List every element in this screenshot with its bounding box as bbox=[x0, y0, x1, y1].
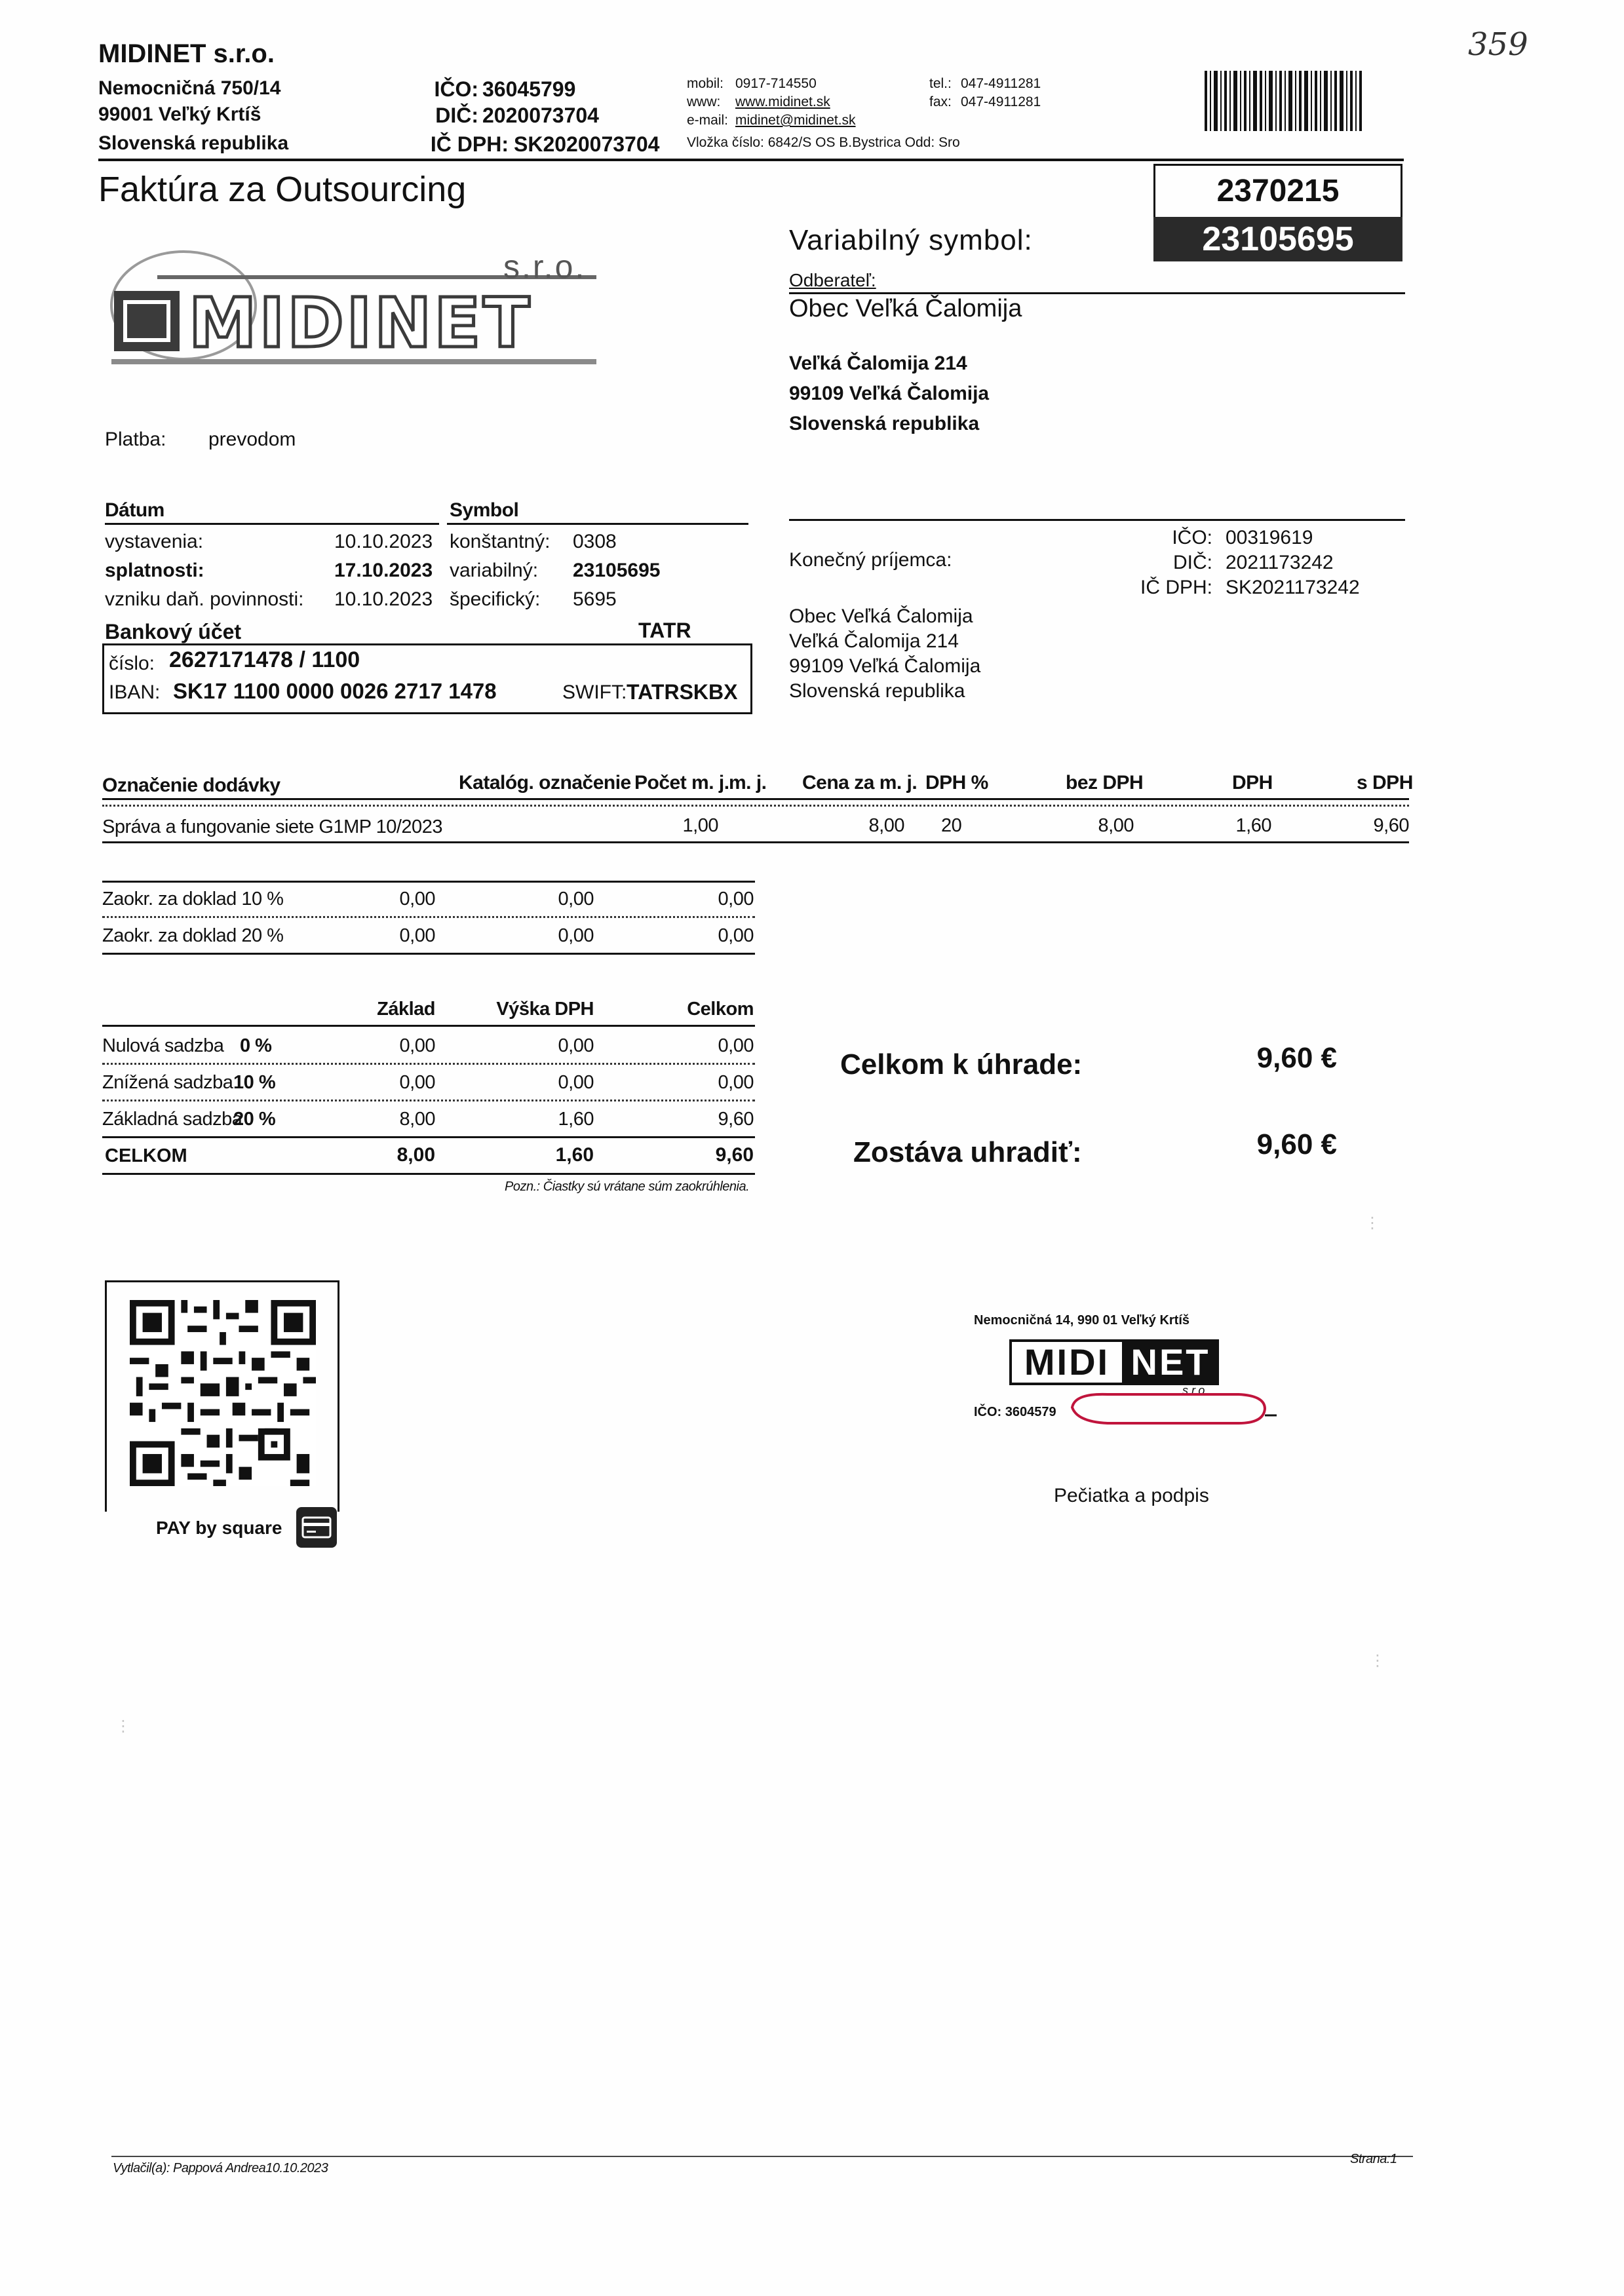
vat-reduced-label: Znížená sadzba bbox=[102, 1072, 233, 1093]
recipient-ico-label: IČO: bbox=[1172, 527, 1212, 548]
item-row-name: Správa a fungovanie siete G1MP 10/2023 bbox=[102, 816, 442, 837]
specific-symbol: 5695 bbox=[573, 588, 617, 610]
seller-email-link[interactable]: midinet@midinet.sk bbox=[735, 113, 856, 128]
tax-date-label: vzniku daň. povinnosti: bbox=[105, 588, 304, 610]
recipient-rule bbox=[789, 519, 1405, 521]
company-logo bbox=[105, 248, 603, 393]
vat-total-base: 8,00 bbox=[396, 1144, 435, 1166]
scan-artifact: ⋮ bbox=[1370, 1652, 1385, 1670]
seller-tel: 047-4911281 bbox=[961, 76, 1041, 91]
vat-zero-rate: 0 % bbox=[240, 1035, 272, 1056]
seller-country: Slovenská republika bbox=[98, 132, 289, 154]
items-header-catalog: Katalóg. označenie bbox=[459, 772, 631, 794]
rounding-top-rule bbox=[102, 881, 755, 883]
vat-standard-rate: 20 % bbox=[233, 1109, 276, 1130]
stamp-logo bbox=[1009, 1339, 1222, 1384]
customer-city: 99109 Veľká Čalomija bbox=[789, 383, 990, 404]
footer-rule bbox=[111, 2156, 1413, 2157]
header-rule bbox=[98, 159, 1404, 161]
rounding-10-c: 0,00 bbox=[718, 889, 754, 909]
items-header-gross: s DPH bbox=[1357, 772, 1413, 794]
vat-reduced-base: 0,00 bbox=[399, 1072, 435, 1093]
scan-artifact: ⋮ bbox=[1364, 1214, 1380, 1232]
seller-dic-label: DIČ: bbox=[435, 104, 478, 127]
due-date: 17.10.2023 bbox=[334, 560, 433, 581]
vat-header-base: Základ bbox=[377, 999, 435, 1020]
seller-name: MIDINET s.r.o. bbox=[98, 39, 275, 68]
vat-standard-total: 9,60 bbox=[718, 1109, 754, 1130]
recipient-icdph-label: IČ DPH: bbox=[1140, 577, 1212, 598]
vat-zero-label: Nulová sadzba bbox=[102, 1035, 224, 1056]
variable-symbol-field: 23105695 bbox=[573, 560, 661, 581]
seller-fax-label: fax: bbox=[929, 94, 952, 109]
vat-zero-base: 0,00 bbox=[399, 1035, 435, 1056]
stamp-ico: IČO: 3604579 bbox=[974, 1405, 1056, 1419]
bank-code: TATR bbox=[638, 619, 691, 642]
constant-symbol: 0308 bbox=[573, 531, 617, 552]
seller-street: Nemocničná 750/14 bbox=[98, 77, 281, 99]
printed-by: Vytlačil(a): Pappová Andrea10.10.2023 bbox=[113, 2161, 328, 2175]
seller-www-label: www: bbox=[687, 94, 721, 109]
vat-bottom-rule bbox=[102, 1173, 755, 1175]
vat-standard-base: 8,00 bbox=[399, 1109, 435, 1130]
vat-zero-total: 0,00 bbox=[718, 1035, 754, 1056]
item-row-price: 8,00 bbox=[868, 815, 904, 836]
issue-date: 10.10.2023 bbox=[334, 531, 433, 552]
items-header-qty: Počet m. j. bbox=[634, 772, 729, 794]
item-row-qty: 1,00 bbox=[682, 815, 718, 836]
recipient-street: Veľká Čalomija 214 bbox=[789, 630, 959, 652]
card-icon bbox=[296, 1507, 337, 1548]
tax-date: 10.10.2023 bbox=[334, 588, 433, 610]
items-header-vatpct: DPH % bbox=[925, 772, 988, 794]
specific-symbol-label: špecifický: bbox=[450, 588, 541, 610]
rounding-bottom-rule bbox=[102, 953, 755, 955]
items-bottom-rule bbox=[102, 841, 1409, 843]
seller-city: 99001 Veľký Krtíš bbox=[98, 104, 261, 125]
dates-header: Dátum bbox=[105, 499, 164, 521]
iban: SK17 1100 0000 0026 2717 1478 bbox=[173, 679, 497, 703]
vat-total-total: 9,60 bbox=[715, 1144, 754, 1166]
customer-country: Slovenská republika bbox=[789, 413, 980, 434]
stamp-logo-suffix: s.r.o. bbox=[1182, 1384, 1208, 1397]
recipient-icdph: SK2021173242 bbox=[1226, 577, 1360, 598]
stamp-address: Nemocničná 14, 990 01 Veľký Krtíš bbox=[974, 1313, 1190, 1328]
scan-artifact: ⋮ bbox=[115, 1717, 131, 1735]
variable-symbol-box: 23105695 bbox=[1153, 217, 1402, 261]
vat-total-label: CELKOM bbox=[105, 1145, 187, 1166]
iban-label: IBAN: bbox=[109, 681, 161, 703]
remaining-label: Zostáva uhradiť: bbox=[853, 1136, 1082, 1168]
vat-total-rule bbox=[102, 1136, 755, 1138]
vat-reduced-vat: 0,00 bbox=[558, 1072, 594, 1093]
due-date-label: splatnosti: bbox=[105, 560, 204, 581]
document-title: Faktúra za Outsourcing bbox=[98, 170, 467, 209]
final-recipient-label: Konečný príjemca: bbox=[789, 549, 952, 571]
customer-rule bbox=[789, 292, 1405, 294]
account-number-label: číslo: bbox=[109, 653, 155, 674]
seller-fax: 047-4911281 bbox=[961, 94, 1041, 109]
vat-standard-label: Základná sadzba bbox=[102, 1109, 242, 1130]
rounding-dotted-rule bbox=[102, 916, 755, 918]
seller-mobil: 0917-714550 bbox=[735, 76, 817, 91]
variable-symbol-label: Variabilný symbol: bbox=[789, 224, 1033, 256]
recipient-city: 99109 Veľká Čalomija bbox=[789, 655, 981, 677]
dates-rule-right bbox=[447, 523, 748, 525]
customer-street: Veľká Čalomija 214 bbox=[789, 353, 967, 374]
rounding-20-c: 0,00 bbox=[718, 925, 754, 946]
items-header-name: Označenie dodávky bbox=[102, 775, 280, 796]
logo-suffix: s.r.o. bbox=[503, 248, 587, 285]
remaining-amount: 9,60 € bbox=[1256, 1128, 1337, 1160]
total-to-pay: 9,60 € bbox=[1256, 1042, 1337, 1074]
seller-email-label: e-mail: bbox=[687, 113, 729, 128]
pay-by-square-label: PAY by square bbox=[156, 1518, 282, 1538]
payment-value: prevodom bbox=[208, 429, 296, 450]
customer-label: Odberateľ: bbox=[789, 270, 876, 290]
items-header-rule bbox=[102, 798, 1409, 800]
page-number: Strana:1 bbox=[1350, 2152, 1397, 2166]
items-header-price: Cena za m. j. bbox=[802, 772, 918, 794]
swift-label: SWIFT: bbox=[562, 681, 627, 703]
account-number: 2627171478 / 1100 bbox=[169, 647, 360, 672]
stamp-logo-part-a: MIDI bbox=[1009, 1339, 1125, 1385]
recipient-country: Slovenská republika bbox=[789, 680, 965, 702]
recipient-name: Obec Veľká Čalomija bbox=[789, 605, 973, 627]
stamp-logo-part-b: NET bbox=[1122, 1339, 1219, 1385]
vat-header-vat: Výška DPH bbox=[496, 999, 594, 1020]
seller-tel-label: tel.: bbox=[929, 76, 952, 91]
handwritten-note: 359 bbox=[1468, 26, 1528, 63]
items-header-net: bez DPH bbox=[1066, 772, 1144, 794]
vat-total-vat: 1,60 bbox=[555, 1144, 594, 1166]
item-row-vat: 1,60 bbox=[1235, 815, 1271, 836]
invoice-number: 2370215 bbox=[1153, 164, 1402, 217]
seller-icdph-label: IČ DPH: bbox=[430, 132, 509, 156]
rounding-20-b: 0,00 bbox=[558, 925, 594, 946]
bank-account-label: Bankový účet bbox=[105, 620, 242, 643]
vat-zero-vat: 0,00 bbox=[558, 1035, 594, 1056]
constant-symbol-label: konštantný: bbox=[450, 531, 551, 552]
vat-reduced-total: 0,00 bbox=[718, 1072, 754, 1093]
issue-date-label: vystavenia: bbox=[105, 531, 204, 552]
item-row-gross: 9,60 bbox=[1373, 815, 1409, 836]
seller-register: Vložka číslo: 6842/S OS B.Bystrica Odd: Sro bbox=[687, 135, 960, 150]
recipient-dic-label: DIČ: bbox=[1173, 552, 1212, 573]
rounding-10-b: 0,00 bbox=[558, 889, 594, 909]
signature-icon bbox=[1068, 1388, 1278, 1430]
recipient-ico: 00319619 bbox=[1226, 527, 1313, 548]
qr-code-icon[interactable] bbox=[130, 1300, 316, 1486]
vat-standard-vat: 1,60 bbox=[558, 1109, 594, 1130]
barcode-icon bbox=[1205, 71, 1362, 131]
rounding-10-label: Zaokr. za doklad 10 % bbox=[102, 889, 284, 909]
seller-icdph: SK2020073704 bbox=[514, 132, 660, 156]
rounding-10-a: 0,00 bbox=[399, 889, 435, 909]
items-header-unit: m. j. bbox=[729, 772, 767, 794]
seller-mobil-label: mobil: bbox=[687, 76, 724, 91]
seller-ico: 36045799 bbox=[482, 77, 576, 101]
items-dotted-rule bbox=[102, 805, 1409, 807]
vat-header-rule bbox=[102, 1025, 755, 1027]
variable-symbol-field-label: variabilný: bbox=[450, 560, 539, 581]
vat-reduced-rate: 10 % bbox=[233, 1072, 276, 1093]
vat-note: Pozn.: Čiastky sú vrátane súm zaokrúhlenia. bbox=[505, 1179, 750, 1194]
recipient-dic: 2021173242 bbox=[1226, 552, 1334, 573]
rounding-20-a: 0,00 bbox=[399, 925, 435, 946]
seller-website-link[interactable]: www.midinet.sk bbox=[735, 94, 830, 109]
vat-header-total: Celkom bbox=[687, 999, 754, 1020]
vat-dotted-rule-1 bbox=[102, 1063, 755, 1065]
item-row-net: 8,00 bbox=[1098, 815, 1134, 836]
total-to-pay-label: Celkom k úhrade: bbox=[840, 1048, 1083, 1081]
customer-name: Obec Veľká Čalomija bbox=[789, 295, 1022, 322]
signature-label: Pečiatka a podpis bbox=[1054, 1485, 1209, 1506]
seller-ico-label: IČO: bbox=[434, 77, 478, 101]
dates-rule-left bbox=[105, 523, 439, 525]
symbol-header: Symbol bbox=[450, 499, 519, 521]
logo-text: MIDINET bbox=[189, 283, 533, 363]
vat-dotted-rule-2 bbox=[102, 1100, 755, 1101]
seller-dic: 2020073704 bbox=[482, 104, 599, 127]
item-row-vatpct: 20 bbox=[941, 815, 962, 836]
rounding-20-label: Zaokr. za doklad 20 % bbox=[102, 925, 284, 946]
payment-label: Platba: bbox=[105, 429, 166, 450]
swift: TATRSKBX bbox=[627, 680, 738, 704]
items-header-vat: DPH bbox=[1232, 772, 1273, 794]
